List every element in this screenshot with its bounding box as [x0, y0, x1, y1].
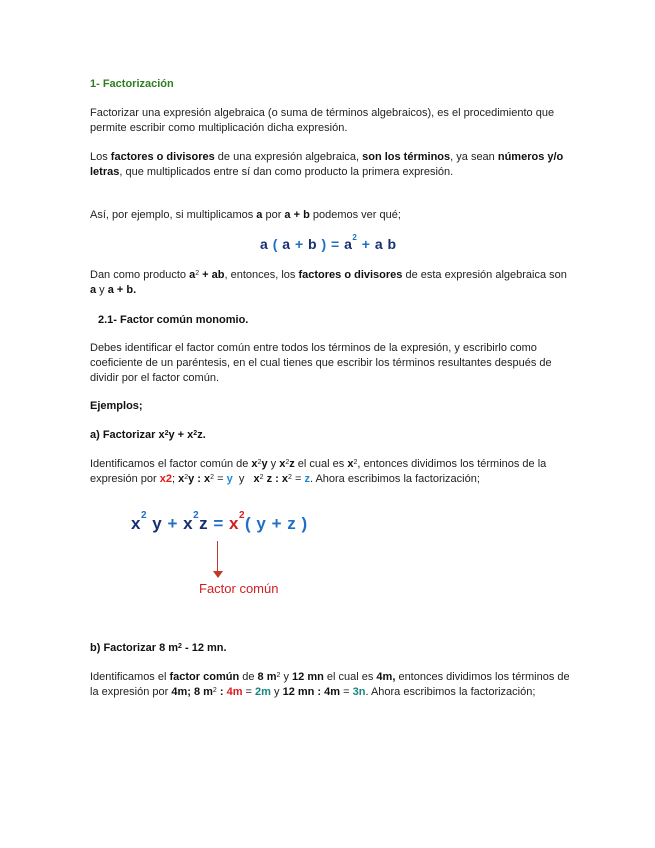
bold-text: a + b.	[107, 284, 137, 296]
text: y	[280, 671, 293, 683]
formula-a-times-a-plus-b	[260, 233, 397, 252]
bold-text: x	[347, 458, 354, 470]
formula-term: x	[229, 514, 239, 533]
paragraph-definition: Factorizar una expresión algebraica (o suma de términos algebraicos), es el procedimiento que permite escribir como multiplicación dicha expresión.	[90, 107, 555, 134]
bold-text: 4m,	[376, 671, 396, 683]
superscript: 2	[178, 643, 182, 650]
paragraph-example-b	[90, 670, 570, 700]
formula-exponent: 2	[352, 233, 358, 242]
heading-factorizacion: 1- Factorización	[90, 78, 174, 90]
text: el cual es	[294, 458, 348, 470]
arrow-down-icon	[213, 571, 223, 578]
formula-exponent: 2	[238, 510, 246, 521]
text: de una expresión algebraica,	[214, 151, 363, 163]
superscript: 2	[195, 270, 200, 277]
highlight-blue: z	[304, 473, 310, 485]
paragraph-example-intro	[90, 208, 570, 223]
text: , entonces dividimos los términos de la expresión por	[90, 458, 547, 485]
bold-text: a + b	[284, 209, 310, 221]
example-a-title	[90, 428, 570, 443]
text: z.	[197, 429, 206, 441]
text: . Ahora escribimos la factorización;	[365, 686, 536, 698]
bold-text: 12 mn : 4m	[282, 686, 341, 698]
superscript: 2	[193, 430, 198, 437]
formula-x2y-plus-x2z	[131, 510, 308, 534]
text: , que multiplicados entre sí dan como producto la primera expresión.	[119, 166, 454, 178]
superscript: 2	[184, 474, 189, 481]
superscript: 2	[257, 459, 262, 466]
bold-text: x	[178, 473, 185, 485]
text: y	[96, 284, 108, 296]
text: Dan como producto	[90, 269, 190, 281]
formula-term: x	[183, 514, 194, 533]
paragraph-example-a	[90, 457, 570, 487]
bold-text: Ejemplos;	[90, 400, 143, 412]
highlight-red: 4m	[226, 686, 243, 698]
formula-term: ( y + z )	[245, 514, 308, 533]
text: ;	[171, 473, 179, 485]
bold-text: a	[256, 209, 263, 221]
text: y + x	[168, 429, 194, 441]
text: =	[340, 686, 353, 698]
superscript: 2	[210, 474, 215, 481]
superscript: 2	[212, 687, 217, 694]
paragraph-instructions: Debes identificar el factor común entre todos los términos de la expresión, y escribirlo como coeficiente de un paréntesis, en el cual tienes que escribir los términos resultantes después de dividir por el factor común.	[90, 342, 552, 384]
text: y	[232, 473, 254, 485]
bold-text: z	[289, 458, 295, 470]
bold-text: 2.1- Factor común monomio.	[98, 314, 249, 326]
bold-text: x	[251, 458, 258, 470]
formula-term: x	[131, 514, 141, 533]
text: , entonces, los	[224, 269, 299, 281]
bold-text: + ab	[199, 269, 225, 281]
bold-text: son los términos	[362, 151, 451, 163]
formula-term: b	[308, 236, 318, 252]
formula-term: +	[361, 236, 371, 252]
superscript: 2	[287, 474, 292, 481]
heading-factor-comun-monomio	[98, 313, 578, 328]
text: entonces dividimos los términos de la expresión por	[90, 671, 570, 698]
paragraph-product	[90, 268, 570, 298]
superscript: 2	[276, 672, 281, 679]
bold-text: 8 m	[257, 671, 277, 683]
text: Así, por ejemplo, si multiplicamos	[90, 209, 257, 221]
superscript: 2	[259, 474, 264, 481]
highlight-teal: 2m	[255, 686, 271, 698]
bold-text: :	[216, 686, 227, 698]
text: podemos ver qué;	[309, 209, 401, 221]
formula-exponent: 2	[193, 510, 200, 521]
text: y	[270, 686, 283, 698]
bold-text: 12 mn	[292, 671, 324, 683]
superscript: 2	[353, 459, 358, 466]
arrow-shaft	[217, 541, 218, 573]
text: a) Factorizar x	[90, 429, 165, 441]
superscript: 2	[285, 459, 290, 466]
bold-text: factores o divisores	[298, 269, 403, 281]
text: - 12 mn.	[181, 642, 227, 654]
highlight-red: x2	[159, 473, 172, 485]
bold-text: a	[90, 284, 97, 296]
formula-exponent: 2	[140, 510, 148, 521]
formula-term: +	[162, 514, 184, 533]
text: Identificamos el	[90, 671, 170, 683]
formula-term: a	[344, 236, 353, 252]
bold-text: 4m; 8 m	[171, 686, 213, 698]
text: =	[214, 473, 227, 485]
formula-term: a	[260, 236, 269, 252]
highlight-blue: y	[226, 473, 233, 485]
formula-term: )	[321, 236, 327, 252]
paragraph-factors	[90, 150, 570, 180]
factor-comun-label: Factor común	[199, 581, 279, 596]
text: Los	[90, 151, 111, 163]
text: de esta expresión algebraica son	[402, 269, 567, 281]
formula-term: +	[294, 236, 304, 252]
formula-term: =	[331, 236, 340, 252]
formula-term: y	[147, 514, 163, 533]
bold-text	[90, 429, 206, 441]
formula-term: z	[199, 514, 209, 533]
formula-term: (	[272, 236, 278, 252]
example-b-title	[90, 641, 570, 656]
text: de	[239, 671, 258, 683]
text: por	[262, 209, 285, 221]
bold-text: y	[261, 458, 268, 470]
text: =	[242, 686, 256, 698]
bold-text: x	[279, 458, 286, 470]
text: . Ahora escribimos la factorización;	[309, 473, 480, 485]
text: el cual es	[323, 671, 377, 683]
bold-text: a	[189, 269, 196, 281]
formula-term: a b	[374, 236, 397, 252]
text: Identificamos el factor común de	[90, 458, 252, 470]
bold-text: x	[253, 473, 260, 485]
bold-text: y : x	[188, 473, 211, 485]
heading-ejemplos	[90, 399, 570, 414]
superscript: 2	[164, 430, 169, 437]
text: , ya sean	[450, 151, 498, 163]
text: =	[291, 473, 305, 485]
text: b) Factorizar 8 m	[90, 642, 179, 654]
formula-term: a	[282, 236, 291, 252]
bold-text: factores o divisores	[110, 151, 215, 163]
text: y	[267, 458, 280, 470]
bold-text: números y/o letras	[90, 151, 564, 178]
highlight-teal: 3n	[352, 686, 366, 698]
bold-text: z : x	[263, 473, 288, 485]
formula-term: =	[208, 514, 229, 533]
bold-text: factor común	[169, 671, 240, 683]
bold-text	[90, 642, 227, 654]
